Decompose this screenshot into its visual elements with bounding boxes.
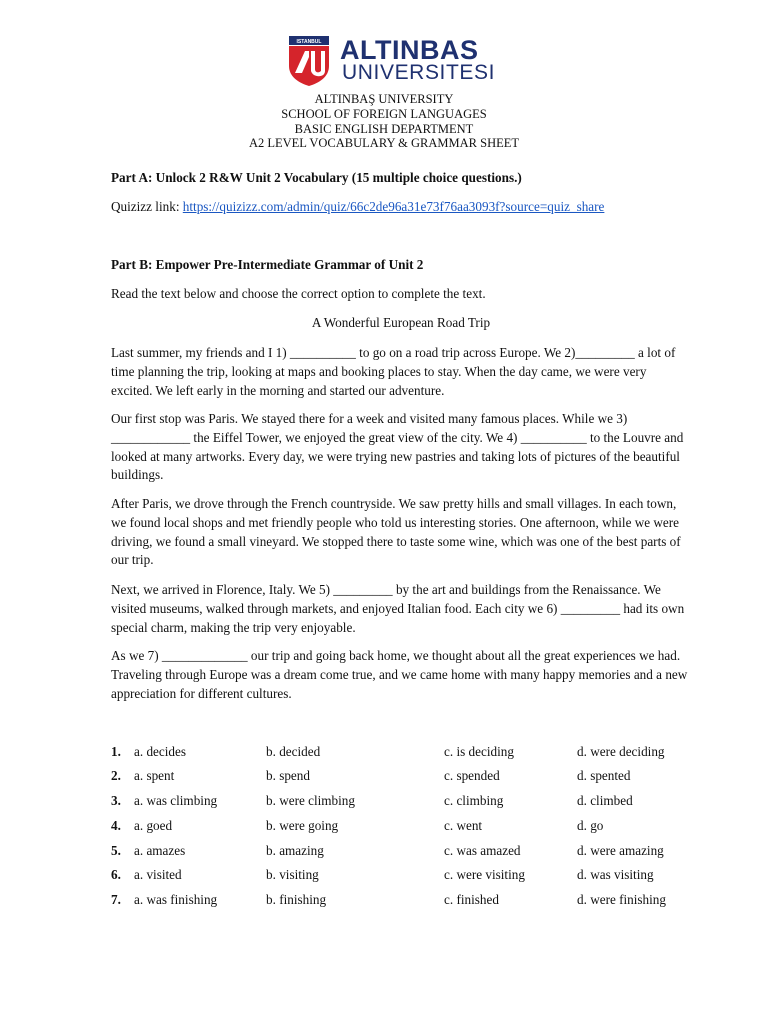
option-a: a. goed	[134, 818, 173, 833]
answer-row-2	[111, 766, 711, 786]
option-c: c. went	[444, 818, 483, 833]
option-b: b. finishing	[266, 892, 327, 907]
option-d: d. go	[577, 818, 604, 833]
option-b: b. spend	[266, 768, 310, 783]
university-logo	[286, 35, 502, 87]
header-school: SCHOOL OF FOREIGN LANGUAGES	[281, 107, 487, 121]
answer-row-7	[111, 890, 711, 910]
header-department: BASIC ENGLISH DEPARTMENT	[294, 122, 474, 136]
option-c: c. climbing	[444, 793, 504, 808]
answer-row-6	[111, 865, 711, 885]
option-b: b. amazing	[266, 843, 324, 858]
question-number: 5.	[111, 843, 121, 858]
question-number: 1.	[111, 744, 121, 759]
option-c: c. spended	[444, 768, 500, 783]
story-paragraph-3: After Paris, we drove through the French countryside. We saw pretty hills and small villages. In each town, we found local shops and met friendly people who told us interesting stories. One afternoon, while we were driving, we found a small vineyard. We stopped there to taste some wine, which was one of the best parts of our trip.	[111, 496, 681, 568]
option-c: c. was amazed	[444, 843, 521, 858]
header-sheet-title: A2 LEVEL VOCABULARY & GRAMMAR SHEET	[248, 136, 520, 150]
option-d: d. were amazing	[577, 843, 664, 858]
option-a: a. visited	[134, 867, 182, 882]
option-a: a. was finishing	[134, 892, 218, 907]
logo-wordmark-top: ALTINBAS	[340, 35, 479, 65]
option-b: b. were climbing	[266, 793, 355, 808]
question-number: 4.	[111, 818, 121, 833]
header-university: ALTINBAŞ UNIVERSITY	[314, 92, 454, 106]
part-b-title: Part B: Empower Pre-Intermediate Grammar of Unit 2	[111, 257, 424, 272]
option-a: a. amazes	[134, 843, 186, 858]
quizizz-link[interactable]: https://quizizz.com/admin/quiz/66c2de96a31e73f76aa3093f?source=quiz_share	[182, 199, 605, 214]
option-d: d. were finishing	[577, 892, 666, 907]
question-number: 6.	[111, 867, 121, 882]
option-a: a. was climbing	[134, 793, 218, 808]
question-number: 2.	[111, 768, 121, 783]
answer-row-5	[111, 841, 711, 861]
question-number: 3.	[111, 793, 121, 808]
option-b: b. visiting	[266, 867, 319, 882]
answer-row-3	[111, 791, 711, 811]
answer-row-4	[111, 816, 711, 836]
option-c: c. is deciding	[444, 744, 514, 759]
story-paragraph-2: Our first stop was Paris. We stayed there for a week and visited many famous places. While we 3) ____________ the Eiffel Tower, we enjoyed the great view of the city. We 4) __________ to the Louvre and looked at many artworks. Every day, we were trying new pastries and taking lots of pictures of the beautiful buildings.	[111, 411, 684, 483]
option-a: a. decides	[134, 744, 186, 759]
option-c: c. finished	[444, 892, 499, 907]
answer-row-1	[111, 742, 711, 762]
instruction-text: Read the text below and choose the correct option to complete the text.	[111, 286, 486, 301]
option-d: d. spented	[577, 768, 631, 783]
option-d: d. were deciding	[577, 744, 665, 759]
quizizz-line	[111, 198, 691, 217]
question-number: 7.	[111, 892, 121, 907]
option-c: c. were visiting	[444, 867, 525, 882]
quizizz-label: Quizizz link:	[111, 199, 183, 214]
svg-text:ISTANBUL: ISTANBUL	[296, 39, 322, 45]
story-paragraph-1: Last summer, my friends and I 1) __________ to go on a road trip across Europe. We 2)_________ a lot of time planning the trip, looking at maps and booking places to stay. When the day came, we were very excited. We left early in the morning and started our adventure.	[111, 345, 676, 398]
part-a-title: Part A: Unlock 2 R&W Unit 2 Vocabulary (15 multiple choice questions.)	[111, 170, 522, 185]
option-d: d. was visiting	[577, 867, 654, 882]
option-d: d. climbed	[577, 793, 633, 808]
logo-wordmark-bottom: UNIVERSITESI	[342, 61, 496, 84]
option-b: b. decided	[266, 744, 321, 759]
university-shield-icon	[286, 35, 332, 87]
option-b: b. were going	[266, 818, 339, 833]
story-paragraph-4: Next, we arrived in Florence, Italy. We 5) _________ by the art and buildings from the Renaissance. We visited museums, walked through markets, and enjoyed Italian food. Each city we 6) _________ had its own special charm, making the trip very enjoyable.	[111, 582, 685, 635]
story-title: A Wonderful European Road Trip	[311, 315, 491, 330]
story-paragraph-5: As we 7) _____________ our trip and going back home, we thought about all the great experiences we had. Traveling through Europe was a dream come true, and we came home with many happy memories and a new appreciation for different cultures.	[111, 648, 688, 701]
option-a: a. spent	[134, 768, 175, 783]
